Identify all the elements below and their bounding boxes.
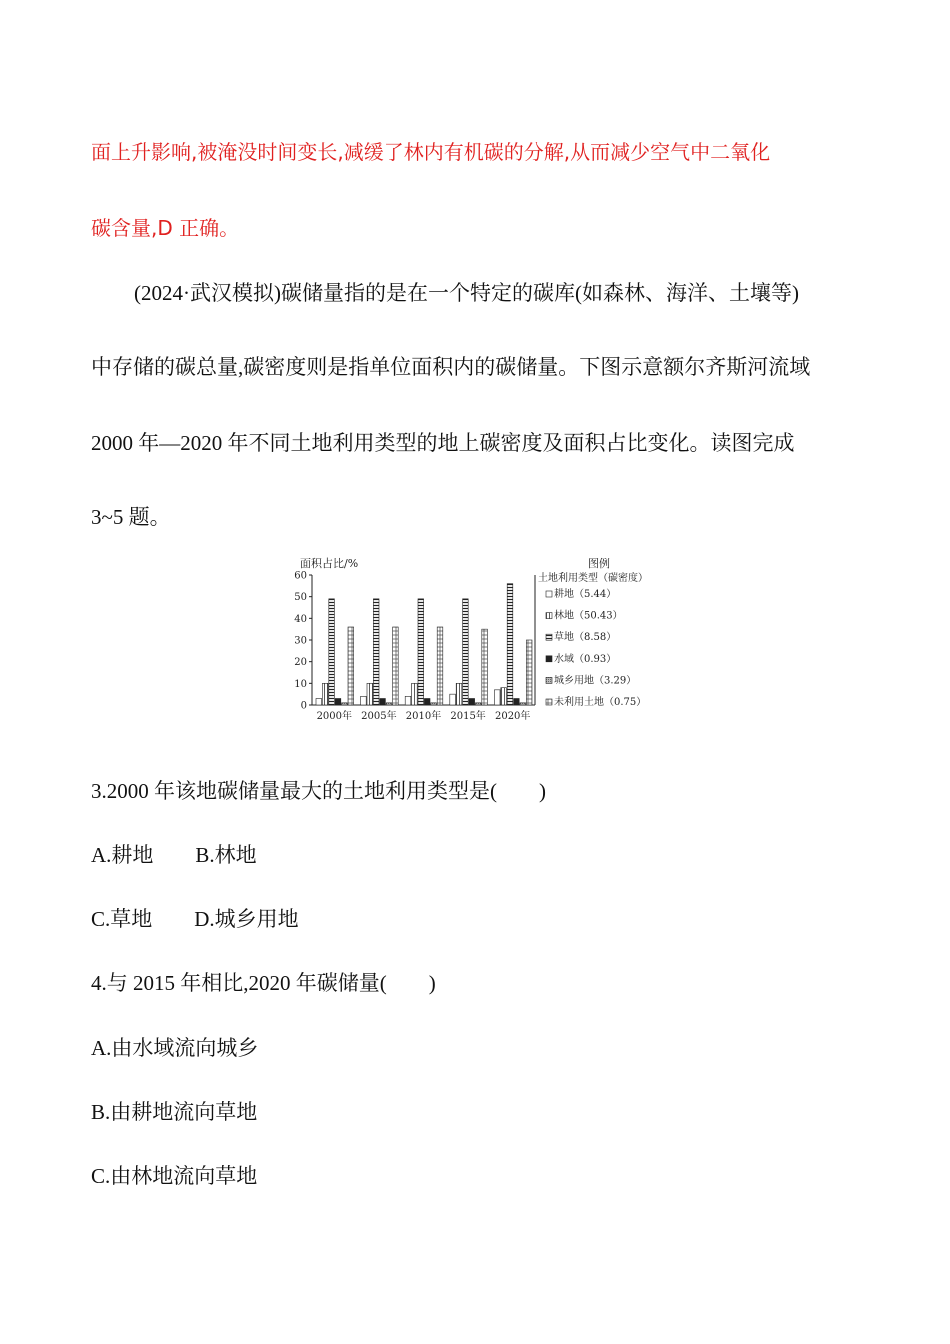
x-tick-label: 2000年 (316, 711, 353, 722)
bar-林地-2015年 (456, 683, 462, 705)
bar-城乡用地-2015年 (475, 703, 481, 705)
explanation-line-1: 面上升影响,被淹没时间变长,减缓了林内有机碳的分解,从而减少空气中二氧化 (91, 140, 771, 164)
legend-title: 图例 (588, 557, 610, 570)
y-axis-label: 面积占比/% (300, 557, 359, 570)
legend-label-城乡用地: 城乡用地（3.29） (554, 675, 637, 687)
x-tick-label: 2020年 (494, 711, 531, 722)
question-3-stem: 3.2000 年该地碳储量最大的土地利用类型是( ) (91, 779, 546, 803)
y-tick-label: 50 (294, 592, 307, 604)
legend-label-水域: 水域（0.93） (554, 653, 617, 665)
y-tick-label: 20 (294, 657, 307, 669)
y-tick-label: 0 (300, 700, 307, 712)
intro-line-3: 2000 年—2020 年不同土地利用类型的地上碳密度及面积占比变化。读图完成 (91, 431, 795, 455)
bar-耕地-2020年 (494, 690, 500, 705)
legend-label-林地: 林地（50.43） (554, 610, 623, 622)
y-tick-label: 30 (294, 635, 307, 647)
legend-swatch-城乡用地 (546, 677, 552, 683)
bar-水域-2015年 (469, 699, 475, 706)
y-tick-label: 40 (294, 613, 307, 625)
x-tick-label: 2015年 (450, 711, 486, 722)
legend-swatch-耕地 (546, 591, 552, 597)
bar-耕地-2005年 (361, 696, 367, 705)
bar-草地-2005年 (373, 599, 379, 705)
bar-草地-2010年 (418, 599, 424, 705)
bar-草地-2000年 (329, 599, 335, 705)
bar-草地-2020年 (507, 584, 513, 705)
legend-label-草地: 草地（8.58） (554, 632, 617, 644)
bar-林地-2000年 (322, 683, 328, 705)
legend-subtitle: 土地利用类型（碳密度） (538, 573, 648, 584)
y-tick-label: 10 (294, 678, 307, 690)
bar-水域-2005年 (380, 699, 386, 706)
land-use-bar-chart (290, 553, 670, 733)
explanation-line-2: 碳含量,D 正确。 (91, 216, 240, 240)
legend-swatch-未利用土地 (546, 699, 552, 705)
bar-城乡用地-2010年 (431, 703, 437, 705)
bar-林地-2005年 (367, 683, 373, 705)
bar-未利用土地-2000年 (348, 627, 354, 705)
question-4-option-c: C.由林地流向草地 (91, 1164, 258, 1188)
bar-未利用土地-2015年 (482, 629, 488, 705)
question-4-option-b: B.由耕地流向草地 (91, 1100, 258, 1124)
question-4-option-a: A.由水域流向城乡 (91, 1036, 259, 1060)
bar-耕地-2010年 (405, 696, 411, 705)
x-tick-label: 2010年 (405, 711, 442, 722)
bar-草地-2015年 (463, 599, 469, 705)
legend-label-耕地: 耕地（5.44） (554, 589, 617, 600)
question-4-stem: 4.与 2015 年相比,2020 年碳储量( ) (91, 971, 436, 995)
bar-城乡用地-2000年 (342, 703, 348, 705)
bar-水域-2010年 (424, 699, 430, 706)
question-3-options-row-2: C.草地 D.城乡用地 (91, 907, 299, 931)
bar-未利用土地-2010年 (437, 627, 443, 705)
bar-水域-2000年 (335, 699, 341, 706)
bar-耕地-2015年 (450, 694, 456, 705)
bar-耕地-2000年 (316, 699, 322, 706)
legend-swatch-草地 (546, 634, 552, 640)
bar-未利用土地-2020年 (526, 640, 532, 705)
y-tick-label: 60 (294, 570, 307, 582)
question-3-options-row-1: A.耕地 B.林地 (91, 843, 257, 867)
bar-城乡用地-2020年 (520, 703, 526, 705)
bar-水域-2020年 (514, 699, 520, 706)
legend-label-未利用土地: 未利用土地（0.75） (554, 697, 647, 708)
intro-line-2: 中存储的碳总量,碳密度则是指单位面积内的碳储量。下图示意额尔齐斯河流域 (91, 355, 811, 379)
bar-未利用土地-2005年 (393, 627, 399, 705)
intro-line-1: (2024·武汉模拟)碳储量指的是在一个特定的碳库(如森林、海洋、土壤等) (134, 281, 799, 305)
intro-line-4: 3~5 题。 (91, 505, 171, 529)
legend-swatch-林地 (546, 613, 552, 619)
bar-城乡用地-2005年 (386, 703, 392, 705)
bar-林地-2020年 (501, 688, 507, 705)
x-tick-label: 2005年 (361, 711, 397, 722)
bar-林地-2010年 (412, 683, 418, 705)
legend-swatch-水域 (546, 656, 552, 662)
